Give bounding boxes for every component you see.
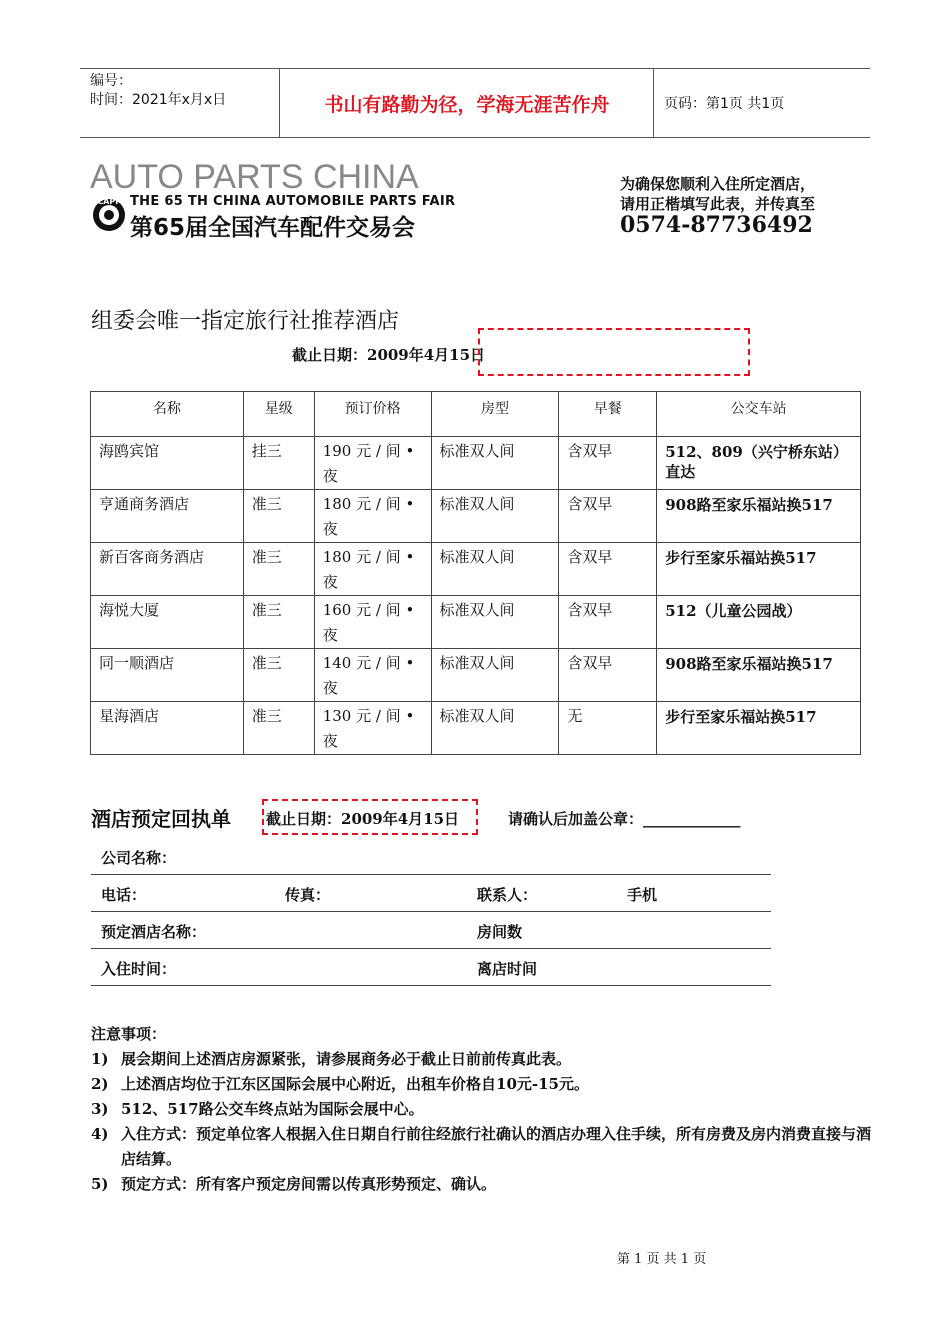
hotel-bus: 步行至家乐福站换517	[657, 543, 861, 596]
hotel-room: 标准双人间	[431, 490, 559, 543]
form-row-hotel	[91, 912, 771, 949]
hotel-name: 同一顺酒店	[91, 649, 244, 702]
reservation-form	[91, 838, 771, 986]
hotel-breakfast: 含双早	[559, 649, 657, 702]
hotel-breakfast: 含双早	[559, 543, 657, 596]
note-text: 512、517路公交车终点站为国际会展中心。	[121, 1100, 424, 1118]
hotel-breakfast: 含双早	[559, 490, 657, 543]
header-breakfast: 早餐	[559, 392, 657, 437]
fair-emblem-icon	[90, 195, 128, 233]
notes-title: 注意事项：	[91, 1025, 167, 1043]
note-number: 2)	[91, 1075, 109, 1093]
hotel-breakfast: 含双早	[559, 596, 657, 649]
table-row	[91, 490, 861, 543]
note-text: 入住方式：预定单位客人根据入住日期自行前往经旅行社确认的酒店办理入住手续，所有房费及房内消费直接与酒店结算。	[121, 1125, 872, 1168]
hotel-room: 标准双人间	[431, 702, 559, 755]
note-item	[91, 1097, 871, 1122]
note-item	[91, 1072, 871, 1097]
logo-chinese-title: 第65届全国汽车配件交易会	[130, 215, 416, 241]
hotel-table	[90, 391, 861, 755]
deadline: 截止日期：2009年4月15日	[292, 346, 486, 364]
receipt-title: 酒店预定回执单	[91, 807, 231, 831]
hotel-bus: 908路至家乐福站换517	[657, 649, 861, 702]
hotel-name: 亨通商务酒店	[91, 490, 244, 543]
checkout-field[interactable]: 离店时间	[477, 960, 538, 978]
time-label: 时间：2021年x月x日	[90, 92, 227, 108]
table-row	[91, 702, 861, 755]
hotel-room: 标准双人间	[431, 649, 559, 702]
hotel-bus: 512（儿童公园战）	[657, 596, 861, 649]
table-row	[91, 543, 861, 596]
hotel-star: 准三	[243, 490, 314, 543]
form-row-company	[91, 838, 771, 875]
document-header	[80, 68, 870, 138]
note-text: 展会期间上述酒店房源紧张，请参展商务必于截止日前前传真此表。	[121, 1050, 572, 1068]
hotel-breakfast: 无	[559, 702, 657, 755]
hotel-name: 海鸥宾馆	[91, 437, 244, 490]
company-field[interactable]: 公司名称：	[101, 849, 177, 867]
checkin-field[interactable]: 入住时间：	[101, 960, 177, 978]
hotel-price: 160 元 / 间 • 夜	[314, 596, 431, 649]
note-item	[91, 1172, 871, 1197]
fax-field[interactable]: 传真：	[285, 886, 331, 904]
table-row	[91, 596, 861, 649]
page-info: 页码：第1页 共1页	[664, 96, 785, 112]
hotel-star: 准三	[243, 543, 314, 596]
fax-number: 0574-87736492	[620, 212, 813, 238]
form-row-dates	[91, 949, 771, 986]
hotel-bus: 步行至家乐福站换517	[657, 702, 861, 755]
hotel-name-field[interactable]: 预定酒店名称：	[101, 923, 207, 941]
rooms-field[interactable]: 房间数	[477, 923, 523, 941]
emblem-text: CAPF	[97, 197, 121, 206]
header-name: 名称	[91, 392, 244, 437]
table-row	[91, 649, 861, 702]
fax-instructions	[620, 174, 815, 214]
mobile-field[interactable]: 手机	[627, 886, 658, 904]
hotel-bus: 512、809（兴宁桥东站）直达	[657, 437, 861, 490]
hotel-star: 准三	[243, 649, 314, 702]
stamp-field[interactable]: 请确认后加盖公章：_____________	[508, 810, 741, 828]
page-footer: 第 1 页 共 1 页	[617, 1252, 707, 1267]
hotel-room: 标准双人间	[431, 596, 559, 649]
header-meta	[80, 69, 280, 137]
note-number: 4)	[91, 1125, 109, 1143]
code-label: 编号：	[90, 73, 132, 89]
note-item	[91, 1122, 871, 1172]
hotel-room: 标准双人间	[431, 543, 559, 596]
receipt-deadline: 截止日期：2009年4月15日	[266, 810, 460, 828]
section-title: 组委会唯一指定旅行社推荐酒店	[91, 309, 400, 334]
hotel-price: 140 元 / 间 • 夜	[314, 649, 431, 702]
hotel-name: 海悦大厦	[91, 596, 244, 649]
notes-section	[91, 1022, 871, 1197]
note-text: 上述酒店均位于江东区国际会展中心附近，出租车价格自10元-15元。	[121, 1075, 589, 1093]
logo-title: AUTO PARTS CHINA	[90, 158, 419, 196]
header-bus: 公交车站	[657, 392, 861, 437]
note-item	[91, 1047, 871, 1072]
header-star: 星级	[243, 392, 314, 437]
note-number: 5)	[91, 1175, 109, 1193]
fax-line-1: 为确保您顺利入住所定酒店，	[620, 175, 816, 193]
table-row	[91, 437, 861, 490]
motto: 书山有路勤为径，学海无涯苦作舟	[281, 69, 654, 137]
logo-subtitle: THE 65 TH CHINA AUTOMOBILE PARTS FAIR	[130, 194, 456, 209]
hotel-breakfast: 含双早	[559, 437, 657, 490]
note-number: 1)	[91, 1050, 109, 1068]
contact-field[interactable]: 联系人：	[477, 886, 538, 904]
hotel-star: 挂三	[243, 437, 314, 490]
hotel-price: 190 元 / 间 • 夜	[314, 437, 431, 490]
note-number: 3)	[91, 1100, 109, 1118]
hotel-price: 130 元 / 间 • 夜	[314, 702, 431, 755]
fax-line-2: 请用正楷填写此表，并传真至	[620, 195, 816, 213]
header-price: 预订价格	[314, 392, 431, 437]
hotel-bus: 908路至家乐福站换517	[657, 490, 861, 543]
table-header-row	[91, 392, 861, 437]
hotel-price: 180 元 / 间 • 夜	[314, 543, 431, 596]
hotel-room: 标准双人间	[431, 437, 559, 490]
phone-field[interactable]: 电话：	[101, 886, 147, 904]
header-room: 房型	[431, 392, 559, 437]
hotel-star: 准三	[243, 702, 314, 755]
hotel-name: 星海酒店	[91, 702, 244, 755]
hotel-name: 新百客商务酒店	[91, 543, 244, 596]
deadline-highlight-box	[478, 328, 750, 376]
hotel-price: 180 元 / 间 • 夜	[314, 490, 431, 543]
hotel-star: 准三	[243, 596, 314, 649]
note-text: 预定方式：所有客户预定房间需以传真形势预定、确认。	[121, 1175, 497, 1193]
form-row-contact	[91, 875, 771, 912]
